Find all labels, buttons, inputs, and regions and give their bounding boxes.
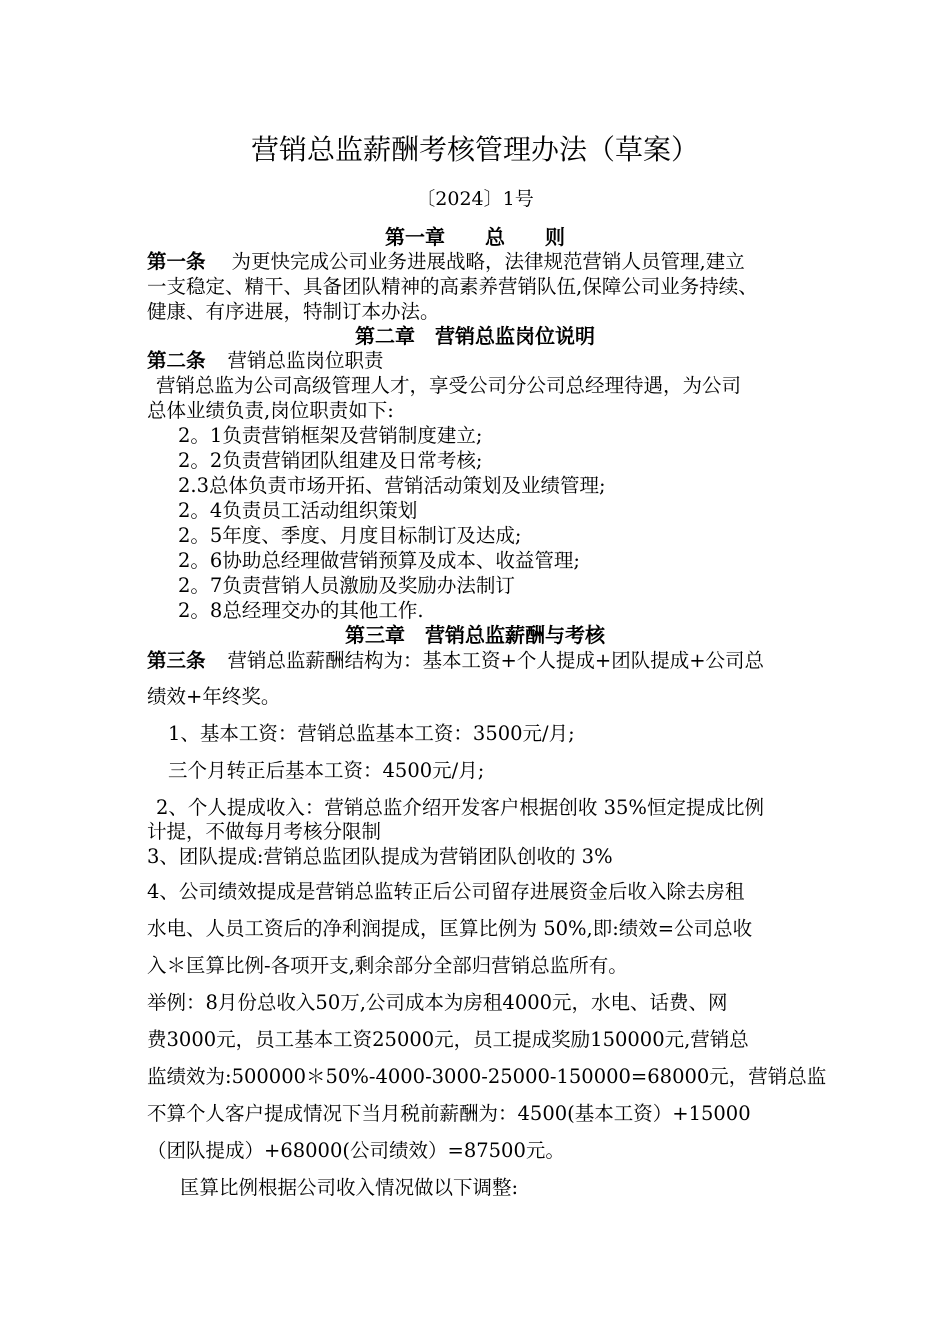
article-3-text: 营销总监薪酬结构为：基本工资+个人提成+团队提成+公司总 <box>227 649 765 672</box>
duty-item: 2。7负责营销人员激励及奖励办法制订 <box>178 574 515 597</box>
document-number: 〔2024〕1号 <box>416 188 534 210</box>
item-3-team-commission: 3、团队提成:营销总监团队提成为营销团队创收的 3% <box>147 845 613 868</box>
example-line-5: （团队提成）+68000(公司绩效）=87500元。 <box>147 1139 565 1162</box>
article-1-line-1 <box>147 250 745 274</box>
article-1-line-3: 健康、有序进展，特制订本办法。 <box>147 300 440 323</box>
example-line-2: 费3000元，员工基本工资25000元，员工提成奖励150000元,营销总 <box>147 1028 749 1051</box>
article-3-label: 第三条 <box>147 649 206 672</box>
article-1-text: 为更快完成公司业务进展战略，法律规范营销人员管理,建立 <box>231 250 745 273</box>
article-3-line-1 <box>147 649 764 673</box>
example-line-3: 监绩效为:500000＊50%-4000-3000-25000-150000=68000元，营销总监 <box>147 1065 827 1088</box>
example-line-4: 不算个人客户提成情况下当月税前薪酬为：4500(基本工资）+15000 <box>147 1102 751 1125</box>
duty-item: 2。6协助总经理做营销预算及成本、收益管理; <box>178 549 580 572</box>
article-2-line-2: 总体业绩负责,岗位职责如下: <box>147 399 394 422</box>
article-1-label: 第一条 <box>147 250 206 273</box>
duty-item: 2。1负责营销框架及营销制度建立; <box>178 424 483 447</box>
document-title: 营销总监薪酬考核管理办法（草案） <box>250 133 699 166</box>
chapter-2-heading: 第二章 营销总监岗位说明 <box>355 324 595 348</box>
item-2-line-1: 2、个人提成收入：营销总监介绍开发客户根据创收 35%恒定提成比例 <box>156 796 764 819</box>
article-2-line-1: 营销总监为公司高级管理人才，享受公司分公司总经理待遇，为公司 <box>156 374 742 397</box>
duty-item: 2。4负责员工活动组织策划 <box>178 499 418 522</box>
item-2-line-2: 计提，不做每月考核分限制 <box>147 820 382 843</box>
item-4-line-2: 水电、人员工资后的净利润提成，匡算比例为 50%,即:绩效=公司总收 <box>147 917 753 940</box>
duty-item: 2.3总体负责市场开拓、营销活动策划及业绩管理; <box>178 474 606 497</box>
example-line-1: 举例：8月份总收入50万,公司成本为房租4000元，水电、话费、网 <box>147 991 728 1014</box>
duty-item: 2。2负责营销团队组建及日常考核; <box>178 449 483 472</box>
item-1-basic-salary: 1、基本工资：营销总监基本工资：3500元/月; <box>168 722 575 745</box>
article-2-heading: 营销总监岗位职责 <box>227 349 384 372</box>
article-2-heading-line <box>147 349 384 373</box>
item-4-line-1: 4、公司绩效提成是营销总监转正后公司留存进展资金后收入除去房租 <box>147 880 745 903</box>
item-4-line-3: 入＊匡算比例-各项开支,剩余部分全部归营销总监所有。 <box>147 954 628 977</box>
chapter-1-heading: 第一章 总 则 <box>385 225 565 249</box>
item-1-regular-salary: 三个月转正后基本工资：4500元/月; <box>168 759 485 782</box>
article-1-line-2: 一支稳定、精干、具备团队精神的高素养营销队伍,保障公司业务持续、 <box>147 275 758 298</box>
article-3-line-2: 绩效+年终奖。 <box>147 685 281 708</box>
closing-line: 匡算比例根据公司收入情况做以下调整: <box>180 1176 519 1199</box>
chapter-3-heading: 第三章 营销总监薪酬与考核 <box>345 623 605 647</box>
article-2-label: 第二条 <box>147 349 206 372</box>
duty-item: 2。8总经理交办的其他工作. <box>178 599 424 622</box>
duty-item: 2。5年度、季度、月度目标制订及达成; <box>178 524 522 547</box>
